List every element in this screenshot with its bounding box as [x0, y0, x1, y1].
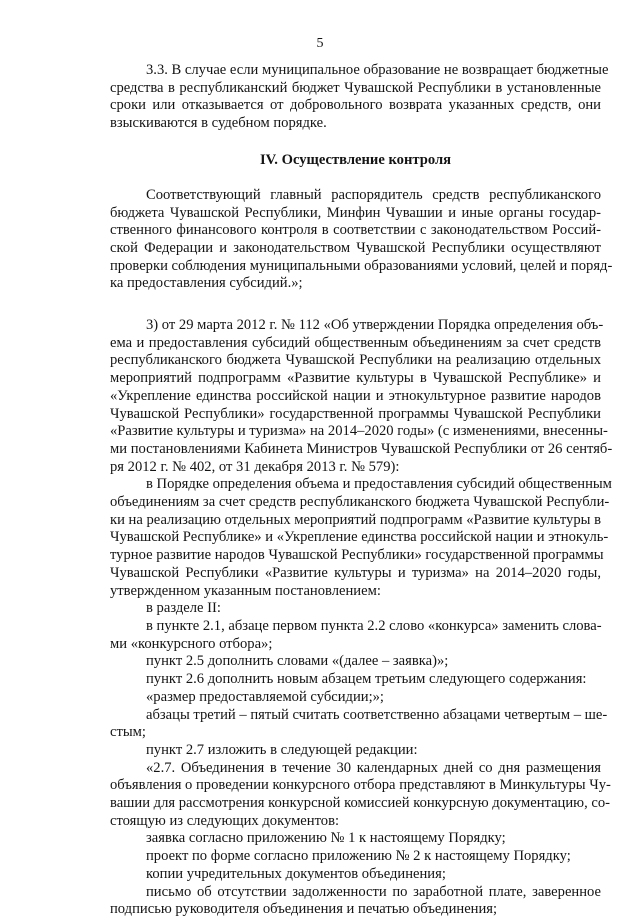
text-line: «Укрепление единства российской нации и этнокультурное развитие народов: [110, 387, 601, 404]
text-line: объединениям за счет средств республиканского бюджета Чувашской Республи-: [110, 494, 610, 511]
text-line: бюджета Чувашской Республики, Минфин Чувашии и иные органы государ-: [110, 204, 601, 221]
text-line: подписью руководителя объединения и печатью объединения;: [110, 901, 498, 918]
paragraph-new-2-7: [110, 759, 611, 831]
paragraph-point-2-6: [110, 671, 601, 689]
text-line: «Развитие культуры и туризма» на 2014–2020 годы» (с изменениями, внесенны-: [110, 423, 608, 440]
text-line: ка предоставления субсидий.»;: [110, 275, 303, 292]
paragraph-point-2-5: [110, 653, 601, 671]
list-item-debt-letter: [110, 884, 601, 919]
list-item-project: [110, 848, 601, 866]
paragraph-point-2-7: [110, 742, 601, 760]
text-line: пункт 2.7 изложить в следующей редакции:: [146, 741, 418, 758]
text-line: взыскиваются в судебном порядке.: [110, 115, 327, 132]
text-line: копии учредительных документов объединения;: [146, 865, 446, 882]
text-line: пункт 2.5 дополнить словами «(далее – заявка)»;: [146, 653, 449, 670]
paragraph-section-2: [110, 600, 601, 618]
text-line: ми постановлениями Кабинета Министров Чувашской Республики от 26 сентяб-: [110, 440, 613, 457]
text-line: средства в республиканский бюджет Чувашской Республики в установленные: [110, 79, 601, 96]
paragraph-subsidy-size: [110, 689, 601, 707]
text-line: Соответствующий главный распорядитель средств республиканского: [146, 186, 601, 203]
text-line: объявления о проведении конкурсного отбора представляют в Минкультуры Чу-: [110, 777, 611, 794]
page-number: 5: [316, 36, 324, 51]
text-line: 3) от 29 марта 2012 г. № 112 «Об утверждении Порядка определения объ-: [146, 317, 604, 334]
text-line: ми «конкурсного отбора»;: [110, 635, 273, 652]
paragraph-3-3: [110, 62, 609, 133]
paragraph-amendment: [110, 476, 612, 600]
text-line: утвержденном указанным постановлением:: [110, 582, 381, 599]
text-line: письмо об отсутствии задолженности по заработной плате, заверенное: [146, 883, 601, 900]
text-line: 3.3. В случае если муниципальное образование не возвращает бюджетные: [146, 62, 609, 78]
text-line: ственного финансового контроля в соответствии с законодательством Россий-: [110, 222, 601, 239]
text-line: в Порядке определения объема и предоставления субсидий общественным: [146, 476, 612, 493]
text-line: вашии для рассмотрения конкурсной комиссией конкурсную документацию, со-: [110, 795, 611, 812]
text-line: сроки или отказывается от добровольного возврата указанных средств, они: [110, 97, 601, 114]
text-line: «размер предоставляемой субсидии;»;: [146, 688, 384, 705]
text-line: проверки соблюдения муниципальными образованиями условий, целей и поряд-: [110, 257, 613, 274]
text-line: ки на реализацию отдельных мероприятий подпрограмм «Развитие культуры в: [110, 511, 601, 528]
document-body: [110, 62, 613, 919]
text-line: «2.7. Объединения в течение 30 календарных дней со дня размещения: [146, 759, 601, 776]
text-line: пункт 2.6 дополнить новым абзацем третьим следующего содержания:: [146, 671, 587, 688]
text-line: проект по форме согласно приложению № 2 к настоящему Порядку;: [146, 848, 571, 865]
text-line: Чувашской Республике» и «Укрепление единства российской нации и этнокуль-: [110, 529, 609, 546]
text-line: ема и предоставления субсидий общественным объединениям за счет средств: [110, 334, 601, 351]
text-line: в пункте 2.1, абзаце первом пункта 2.2 слово «конкурса» заменить слова-: [146, 617, 602, 634]
text-line: абзацы третий – пятый считать соответственно абзацами четвертым – ше-: [146, 706, 608, 723]
paragraph-point-2-1: [110, 618, 601, 653]
section-heading: IV. Осуществление контроля: [259, 151, 452, 168]
list-item-application: [110, 830, 601, 848]
text-line: турное развитие народов Чувашской Республики» государственной программы: [110, 547, 604, 564]
text-line: ря 2012 г. № 402, от 31 декабря 2013 г. № 579):: [110, 458, 400, 475]
paragraph-control: [110, 186, 613, 293]
paragraph-item-3: [110, 317, 613, 476]
text-line: в разделе II:: [146, 600, 221, 617]
text-line: мероприятий подпрограмм «Развитие культуры в Чувашской Республике» и: [110, 370, 601, 387]
text-line: стоящую из следующих документов:: [110, 812, 340, 829]
text-line: заявка согласно приложению № 1 к настоящему Порядку;: [146, 830, 506, 847]
text-line: ской Федерации и законодательством Чувашской Республики осуществляют: [110, 239, 601, 256]
text-line: Чувашской Республики «Развитие культуры и туризма» на 2014–2020 годы,: [110, 564, 601, 581]
text-line: стым;: [110, 724, 146, 741]
paragraph-renumber: [110, 706, 608, 742]
text-line: Чувашской Республики» государственной программы Чувашской Республики: [110, 405, 601, 422]
text-line: республиканского бюджета Чувашской Республики на реализацию отдельных: [110, 352, 601, 369]
list-item-charter-copies: [110, 866, 601, 884]
